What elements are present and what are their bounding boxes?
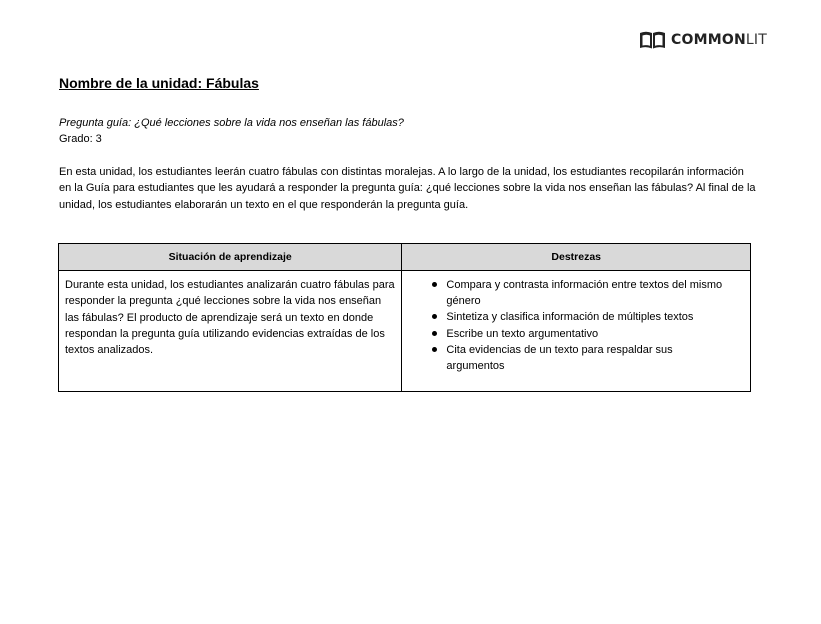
commonlit-logo (639, 30, 767, 50)
table-row (59, 271, 751, 392)
header-situation: Situación de aprendizaje (59, 244, 402, 271)
skills-list (408, 277, 744, 374)
bullet-icon (432, 347, 437, 352)
situation-cell: Durante esta unidad, los estudiantes analizarán cuatro fábulas para responder la pregunta ¿qué lecciones sobre la vida nos enseñan las fábulas? El producto de aprendizaje será un texto en donde respondan la pregunta guía utilizando evidencias extraídas de los textos analizados. (59, 271, 402, 392)
guide-question: Pregunta guía: ¿Qué lecciones sobre la vida nos enseñan las fábulas? (59, 117, 404, 129)
unit-title: Nombre de la unidad: Fábulas (59, 75, 259, 91)
bullet-icon (432, 314, 437, 319)
skills-cell (402, 271, 751, 392)
list-item: Sintetiza y clasifica información de múltiples textos (408, 309, 744, 325)
bullet-icon (432, 282, 437, 287)
open-book-icon (639, 30, 666, 50)
table-header-row (59, 244, 751, 271)
list-item: Cita evidencias de un texto para respaldar sus argumentos (408, 342, 744, 374)
intro-paragraph: En esta unidad, los estudiantes leerán cuatro fábulas con distintas moralejas. A lo largo de la unidad, los estudiantes recopilarán información en la Guía para estudiantes que les ayudará a responder la pregunta guía: ¿qué lecciones sobre la vida nos enseñan las fábulas? Al final de la unidad, los estudiantes elaborarán un texto en el que responderán la pregunta guía. (59, 166, 756, 211)
list-item: Escribe un texto argumentativo (408, 326, 744, 342)
unit-table (58, 243, 751, 392)
list-item: Compara y contrasta información entre textos del mismo género (408, 277, 744, 309)
bullet-icon (432, 331, 437, 336)
brand-wordmark: COMMONLIT (671, 32, 767, 48)
grade-label: Grado: 3 (59, 133, 102, 145)
header-skills: Destrezas (402, 244, 751, 271)
